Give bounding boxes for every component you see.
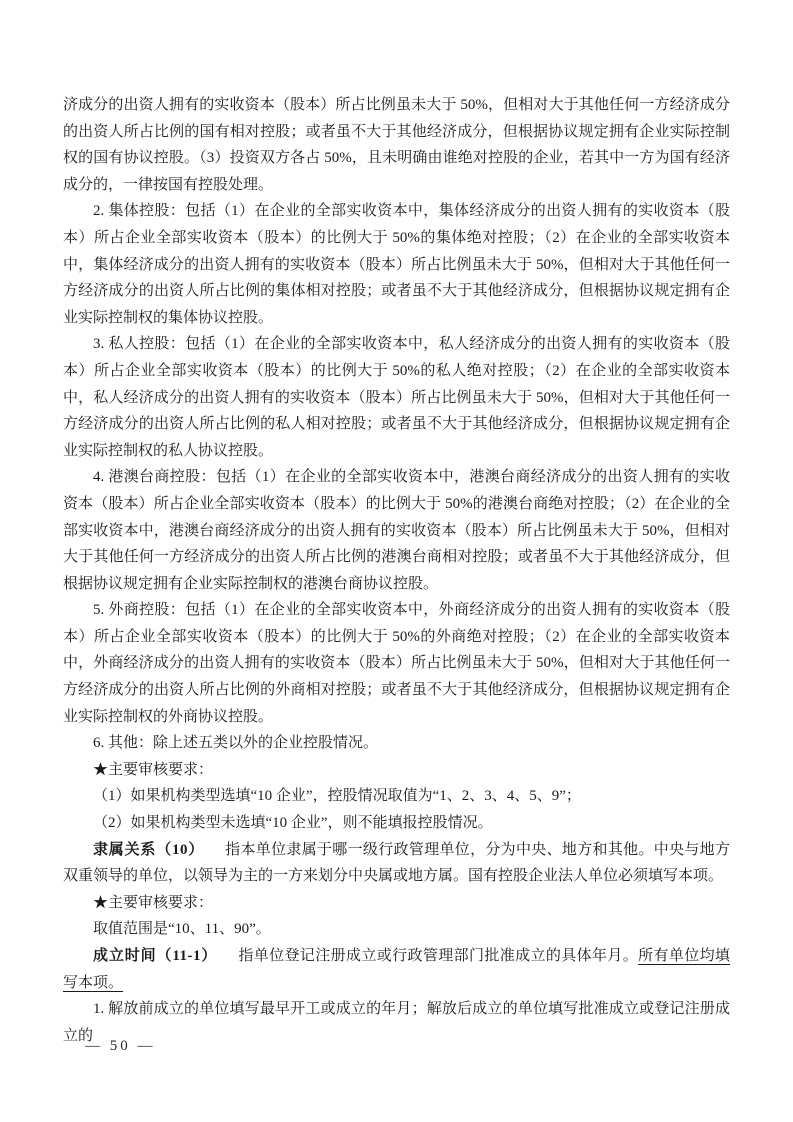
establishment-underlined-note: 所有单位均填写本项。: [63, 948, 730, 991]
page-number: — 50 —: [85, 1038, 156, 1054]
paragraph-establishment-time: [63, 943, 730, 996]
paragraph-hmt-holding: 4. 港澳台商控股：包括（1）在企业的全部实收资本中，港澳台商经济成分的出资人拥有的实收资本（股本）所占企业全部实收资本（股本）的比例大于 50%的港澳台商绝对控股；（2）在企业的全部实收资本中，港澳台商经济成分的出资人拥有的实收资本（股本）所占比例虽未大于 50%，但相对大于其他任何一方经济成分的出资人所占比例的港澳台商相对控股；或者虽不大于其他经济成分，但根据协议规定拥有企业实际控制权的港澳台商协议控股。: [63, 469, 730, 592]
paragraph-other-holding: 6. 其他：除上述五类以外的企业控股情况。: [93, 735, 379, 752]
review-item-2: （2）如果机构类型未选填“10 企业”，则不能填报控股情况。: [93, 815, 493, 832]
establishment-definition: 指单位登记注册成立或行政管理部门批准成立的具体年月。: [238, 948, 639, 964]
review-requirements-heading-holding: ★主要审核要求：: [93, 761, 214, 778]
affiliation-value-range: 取值范围是“10、11、90”。: [93, 921, 271, 938]
term-affiliation: 隶属关系（10）: [93, 841, 205, 858]
review-requirements-heading-affiliation: ★主要审核要求：: [93, 894, 214, 911]
review-item-1: （1）如果机构类型选填“10 企业”，控股情况取值为“1、2、3、4、5、9”；: [93, 788, 581, 805]
term-establishment-time: 成立时间（11-1）: [93, 948, 218, 964]
establishment-note-1: 1. 解放前成立的单位填写最早开工或成立的年月；解放后成立的单位填写批准成立或登记注册成立的: [63, 1001, 730, 1044]
paragraph-foreign-holding: 5. 外商控股：包括（1）在企业的全部实收资本中，外商经济成分的出资人拥有的实收资本（股本）所占企业全部实收资本（股本）的比例大于 50%的外商绝对控股；（2）在企业的全部实收资本中，外商经济成分的出资人拥有的实收资本（股本）所占比例虽未大于 50%，但相对大于其他任何一方经济成分的出资人所占比例的外商相对控股；或者虽不大于其他经济成分，但根据协议规定拥有企业实际控制权的外商协议控股。: [63, 602, 730, 725]
page-footer: [85, 1036, 156, 1056]
affiliation-definition: 指本单位隶属于哪一级行政管理单位，分为中央、地方和其他。中央与地方双重领导的单位，以领导为主的一方来划分中央属或地方属。国有控股企业法人单位必须填写本项。: [63, 841, 730, 885]
document-body: [63, 92, 730, 1049]
paragraph-private-holding: 3. 私人控股：包括（1）在企业的全部实收资本中，私人经济成分的出资人拥有的实收资本（股本）所占企业全部实收资本（股本）的比例大于 50%的私人绝对控股；（2）在企业的全部实收资本中，私人经济成分的出资人拥有的实收资本（股本）所占比例虽未大于 50%，但相对大于其他任何一方经济成分的出资人所占比例的私人相对控股；或者虽不大于其他经济成分，但根据协议规定拥有企业实际控制权的私人协议控股。: [63, 336, 730, 459]
paragraph-affiliation: [63, 837, 730, 890]
paragraph-state-holding-continuation: 济成分的出资人拥有的实收资本（股本）所占比例虽未大于 50%，但相对大于其他任何一方经济成分的出资人所占比例的国有相对控股；或者虽不大于其他经济成分，但根据协议规定拥有企业实际控制权的国有协议控股。（3）投资双方各占 50%，且未明确由谁绝对控股的企业，若其中一方为国有经济成分的，一律按国有控股处理。: [63, 97, 730, 193]
paragraph-collective-holding: 2. 集体控股：包括（1）在企业的全部实收资本中，集体经济成分的出资人拥有的实收资本（股本）所占企业全部实收资本（股本）的比例大于 50%的集体绝对控股；（2）在企业的全部实收资本中，集体经济成分的出资人拥有的实收资本（股本）所占比例虽未大于 50%，但相对大于其他任何一方经济成分的出资人所占比例的集体相对控股；或者虽不大于其他经济成分，但根据协议规定拥有企业实际控制权的集体协议控股。: [63, 203, 730, 326]
